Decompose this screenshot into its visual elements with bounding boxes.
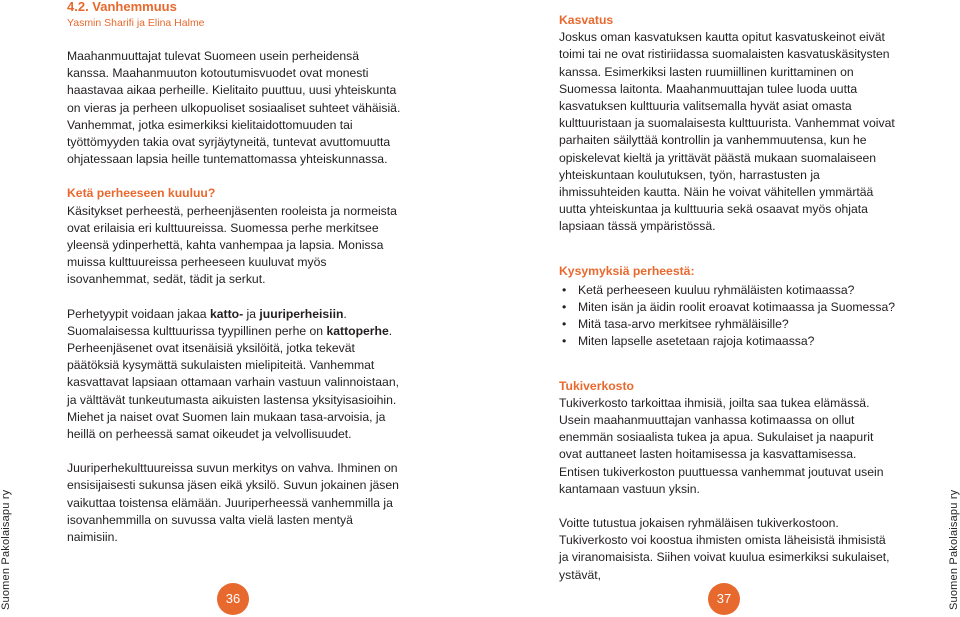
question-text: Mitä tasa-arvo merkitsee ryhmäläisille?: [578, 317, 789, 332]
list-item: [559, 333, 898, 350]
list-item: [559, 316, 898, 333]
section-heading-tukiverkosto: Tukiverkosto: [559, 378, 634, 393]
section-heading-family: Ketä perheeseen kuuluu?: [67, 186, 216, 201]
list-item: [559, 299, 898, 316]
bold-term-katto: katto-: [209, 306, 244, 321]
intro-paragraph-2: Vanhemmat, jotka esimerkiksi kielitaidottomuuden tai työttömyyden takia ovat syrjäytyneitä, tuntevat avuttomuutta ohjatessaan lapsia heille tuntemattomassa yhteiskunnassa.: [67, 117, 391, 167]
text-run: Perhetyypit voidaan jakaa: [67, 306, 210, 321]
chapter-title: 4.2. Vanhemmuus: [67, 0, 177, 14]
bullet-icon: •: [562, 317, 567, 332]
page-number-right: 37: [708, 583, 740, 615]
question-text: Miten isän ja äidin roolit eroavat kotimaassa ja Suomessa?: [578, 300, 896, 315]
side-label-left: Suomen Pakolaisapu ry: [0, 489, 12, 610]
bullet-icon: •: [562, 300, 567, 315]
bold-term-kattoperhe: kattoperhe: [326, 323, 389, 338]
section-heading-kasvatus: Kasvatus: [559, 13, 614, 27]
family-types-paragraph: [67, 306, 403, 444]
tukiverkosto-paragraph: Tukiverkosto tarkoittaa ihmisiä, joilta saa tukea elämässä. Usein maahanmuuttajan vanhassa kotimaassa on ollut enemmän sosiaalista tukea ja apua. Sukulaiset ja naapurit ovat auttaneet lasten hoitamisessa ja kasvattamisessa. Entisen tukiverkoston puuttuessa vanhemmat joutuvat usein kantamaan vastuun yksin.: [559, 395, 884, 496]
kasvatus-paragraph: Joskus oman kasvatuksen kautta opitut kasvatuskeinot eivät toimi tai ne ovat ristiriidassa suomalaisten kasvatuskäsitysten kanssa. Esimerkiksi lasten ruumiillinen kurittaminen on Suomessa laitonta. Maahanmuuttajan tulee luoda uutta kasvatuksen kulttuuria valitsemalla hyvät asiat omasta kulttuuristaan ja suomalaisesta kulttuurista. Vanhemmat voivat parhaiten säilyttää kontrollin ja vanhemmuutensa, kun he opiskelevat kieltä ja yrittävät päästä mukaan suomalaiseen yhteiskuntaan koulutuksen, työn, harrastusten ja ihmissuhteiden kautta. Näin he voivat vähitellen ymmärtää uutta yhteiskuntaa ja kulttuuria sekä osaavat myös ohjata lapsiaan tässä ympäristössä.: [559, 30, 895, 234]
text-run: . Suomalaisessa kulttuurissa tyypillinen perhe on: [67, 306, 347, 338]
bullet-icon: •: [562, 282, 567, 297]
text-run: . Perheenjäsenet ovat itsenäisiä yksilöitä, jotka tekevät päätöksiä kysymättä sukulaisten mielipiteitä. Vanhemmat kasvattavat lapsiaan ottamaan varhain vastuun valinnoistaan, ja välttävät tunkeutumasta aikuisten lastensa yksityisasioihin. Miehet ja naiset ovat Suomen lain mukaan tasa-arvoisia, ja heillä on perheessä samat oikeudet ja velvollisuudet.: [67, 323, 399, 442]
section-heading-questions: Kysymyksiä perheestä:: [559, 263, 695, 278]
right-text-column: [559, 12, 898, 584]
root-family-paragraph: Juuriperhekulttuureissa suvun merkitys on vahva. Ihminen on ensisijaisesti sukunsa jäsen eikä yksilö. Suvun jokainen jäsen vaikuttaa toistensa elämään. Juuriperheessä vanhemmilla ja isovanhemmilla on suvussa valta vielä lasten mentyä naimisiin.: [67, 461, 399, 545]
family-concept-paragraph: Käsitykset perheestä, perheenjäsenten rooleista ja normeista ovat erilaisia eri kulttuureissa. Suomessa perhe merkitsee yleensä ydinperhettä, kahta vanhempaa ja lapsia. Monissa muissa kulttuureissa perheeseen kuuluvat myös isovanhemmat, sedät, tädit ja serkut.: [67, 203, 397, 287]
support-network-paragraph: Voitte tutustua jokaisen ryhmäläisen tukiverkostoon. Tukiverkosto voi koostua ihmisten omista läheisistä ihmisistä ja viranomaisista. Siihen voivat kuulua esimerkiksi sukulaiset, ystävät,: [559, 516, 890, 582]
intro-paragraph-1: Maahanmuuttajat tulevat Suomeen usein perheidensä kanssa. Maahanmuuton kotoutumisvuodet ovat monesti haastavaa aikaa perheille. Kielitaito puuttuu, uusi yhteiskunta on vieras ja perheen ulkopuoliset sosiaaliset suhteet vähäisiä.: [67, 49, 401, 115]
chapter-authors: Yasmin Sharifi ja Elina Halme: [67, 17, 205, 29]
question-text: Ketä perheeseen kuuluu ryhmäläisten kotimaassa?: [578, 282, 855, 297]
left-text-column: [67, 0, 403, 546]
page-number-left: 36: [217, 583, 249, 615]
list-item: [559, 282, 898, 299]
right-page: [480, 0, 960, 617]
question-text: Miten lapselle asetetaan rajoja kotimaassa?: [578, 334, 815, 349]
side-label-right: Suomen Pakolaisapu ry: [948, 489, 960, 610]
bullet-icon: •: [562, 334, 567, 349]
bold-term-juuriperhe: juuriperheisiin: [259, 306, 344, 321]
text-run: ja: [243, 306, 260, 321]
questions-list: [559, 282, 898, 351]
